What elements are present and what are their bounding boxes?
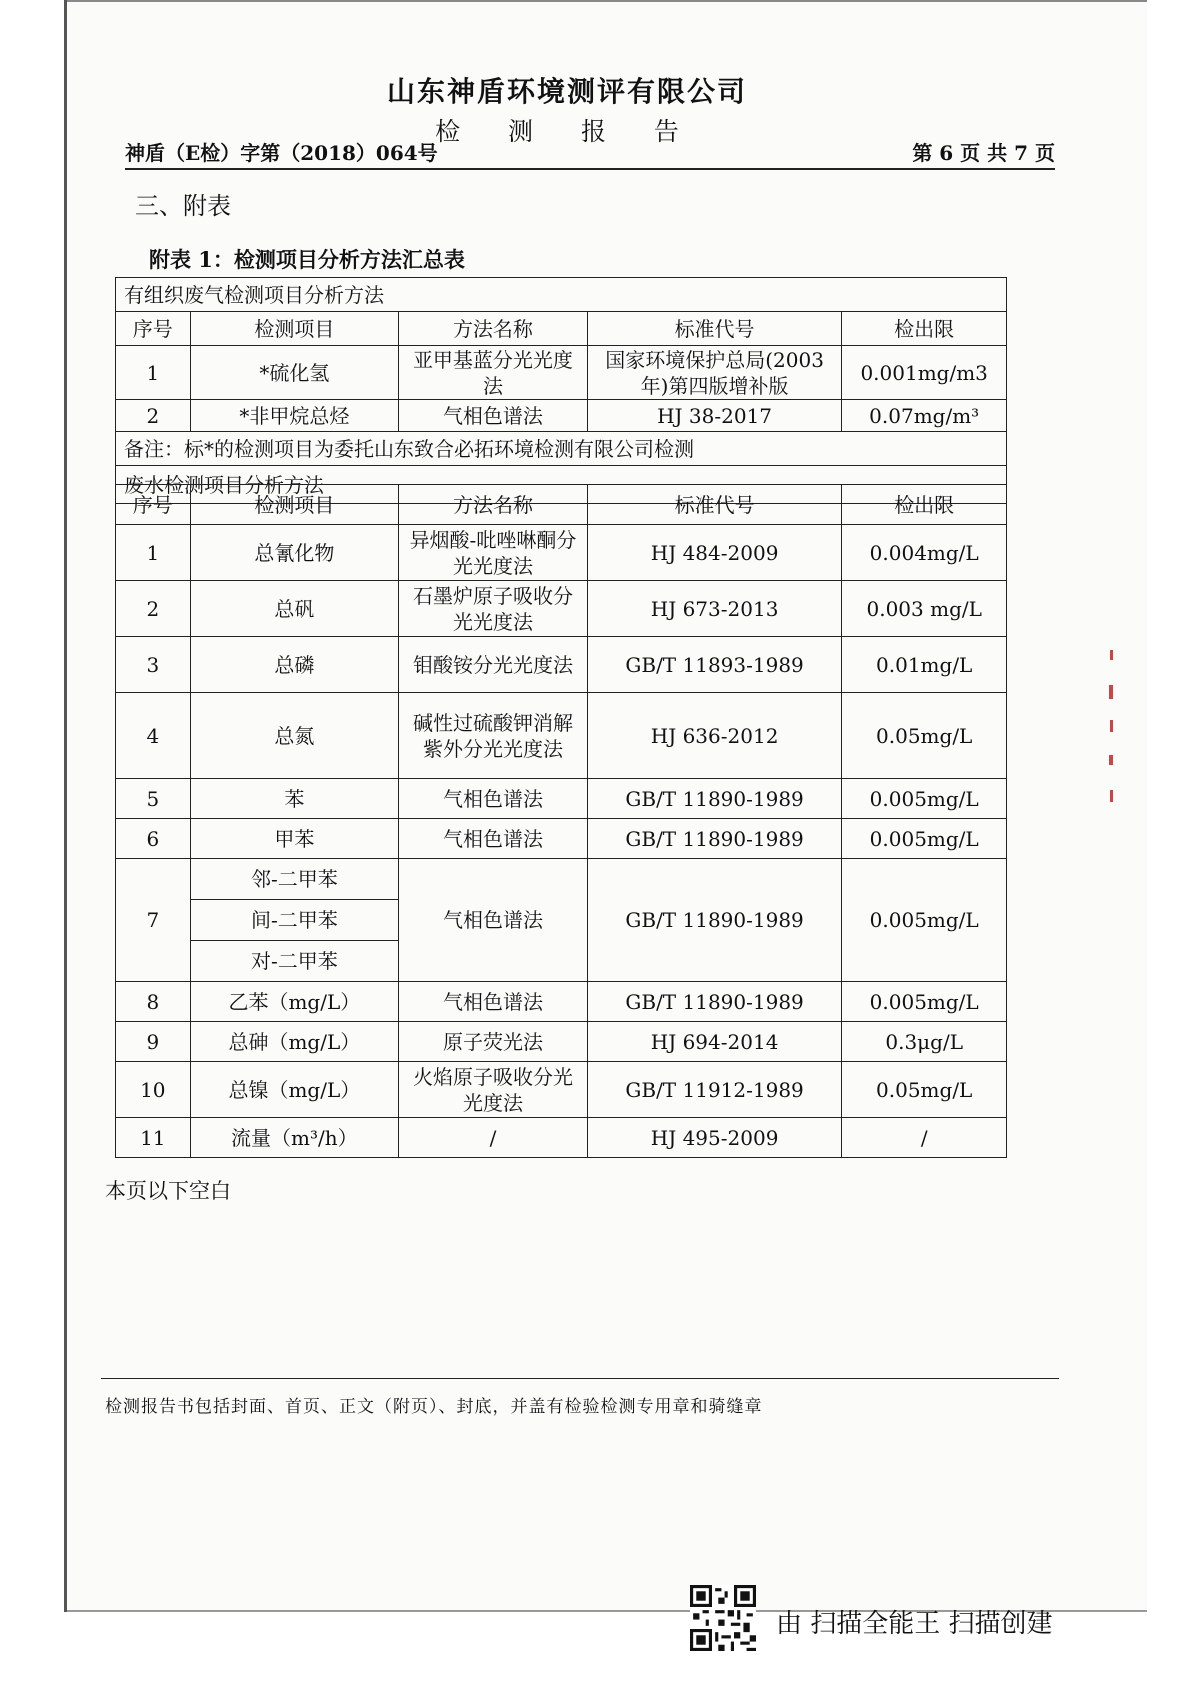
table-caption: 附表 1：检测项目分析方法汇总表 [149,247,465,272]
cell-limit: 0.3μg/L [842,1022,1007,1062]
cell-limit: 0.005mg/L [842,819,1007,859]
qr-code-icon [690,1585,756,1651]
column-header: 序号 [116,312,191,346]
column-header: 方法名称 [399,485,588,525]
table-row [116,581,1007,637]
cell-method: 气相色谱法 [399,859,588,982]
cell-item: 总氰化物 [190,525,398,581]
cell-standard: GB/T 11890-1989 [587,982,842,1022]
table-row [116,637,1007,693]
table-row [116,1022,1007,1062]
table-row [116,982,1007,1022]
cell-limit: 0.05mg/L [842,693,1007,779]
exhaust-gas-methods-table [115,277,1007,504]
cell-method: 碱性过硫酸钾消解紫外分光光度法 [399,693,588,779]
cell-limit: 0.001mg/m3 [842,346,1007,400]
cell-standard: HJ 694-2014 [587,1022,842,1062]
cell-standard: GB/T 11890-1989 [587,859,842,982]
column-header: 序号 [116,485,191,525]
cell-limit: 0.003 mg/L [842,581,1007,637]
cell-limit: 0.05mg/L [842,1062,1007,1118]
cell-method: 气相色谱法 [399,982,588,1022]
table-row [116,819,1007,859]
cell-standard: HJ 636-2012 [587,693,842,779]
table-row [116,693,1007,779]
column-header: 检测项目 [190,312,398,346]
report-page [64,0,1147,1612]
cell-item: *非甲烷总烃 [190,400,398,432]
cell-item-group [190,859,398,982]
cell-item: 总砷（mg/L） [190,1022,398,1062]
report-number: 神盾（E检）字第（2018）064号 [125,141,438,165]
table-row [116,1062,1007,1118]
column-header: 检出限 [842,485,1007,525]
page-top-edge [67,0,1147,2]
report-title: 检 测 报 告 [435,117,699,146]
company-name: 山东神盾环境测评有限公司 [386,75,747,108]
cell-item: 流量（m³/h） [190,1118,398,1158]
cell-no: 11 [116,1118,191,1158]
cell-standard: HJ 495-2009 [587,1118,842,1158]
column-header: 方法名称 [399,312,588,346]
column-header: 检出限 [842,312,1007,346]
cell-item: 邻-二甲苯 [191,859,398,900]
cell-no: 6 [116,819,191,859]
footer-divider [101,1378,1059,1379]
cell-no: 8 [116,982,191,1022]
cell-item: 间-二甲苯 [191,900,398,941]
cell-no: 9 [116,1022,191,1062]
cell-no: 7 [116,859,191,982]
cell-standard: GB/T 11890-1989 [587,779,842,819]
table-row [116,779,1007,819]
table-note: 备注：标*的检测项目为委托山东致合必拓环境检测有限公司检测 [116,432,1007,466]
table-heading: 废水检测项目分析方法 [116,466,1007,504]
cell-limit: 0.005mg/L [842,859,1007,982]
cell-item: *硫化氢 [190,346,398,400]
cell-standard: HJ 484-2009 [587,525,842,581]
cell-limit: 0.005mg/L [842,779,1007,819]
seal-edge-mark [1107,640,1117,810]
cell-limit: 0.005mg/L [842,982,1007,1022]
cell-standard: GB/T 11890-1989 [587,819,842,859]
footer-note: 检测报告书包括封面、首页、正文（附页）、封底，并盖有检验检测专用章和骑缝章 [105,1397,763,1417]
cell-standard: 国家环境保护总局(2003年)第四版增补版 [587,346,842,400]
cell-limit: 0.004mg/L [842,525,1007,581]
cell-no: 5 [116,779,191,819]
cell-method: 火焰原子吸收分光光度法 [399,1062,588,1118]
cell-method: 钼酸铵分光光度法 [399,637,588,693]
table-heading: 有组织废气检测项目分析方法 [116,278,1007,312]
wastewater-methods-table [115,484,1007,1158]
column-header: 标准代号 [587,485,842,525]
cell-no: 2 [116,400,191,432]
cell-limit: 0.07mg/m³ [842,400,1007,432]
cell-no: 1 [116,346,191,400]
cell-method: 异烟酸-吡唑啉酮分光光度法 [399,525,588,581]
cell-method: 亚甲基蓝分光光度法 [399,346,588,400]
table-row [116,859,1007,982]
cell-method: 石墨炉原子吸收分光光度法 [399,581,588,637]
cell-item: 总氮 [190,693,398,779]
blank-below-note: 本页以下空白 [105,1179,231,1203]
cell-item: 总磷 [190,637,398,693]
section-title: 三、附表 [135,192,231,220]
cell-no: 2 [116,581,191,637]
cell-item: 甲苯 [190,819,398,859]
cell-limit: / [842,1118,1007,1158]
cell-limit: 0.01mg/L [842,637,1007,693]
cell-method: 气相色谱法 [399,779,588,819]
table-row [116,1118,1007,1158]
cell-item: 总矾 [190,581,398,637]
table-row [116,525,1007,581]
column-header: 标准代号 [587,312,842,346]
page-info: 第 6 页 共 7 页 [912,141,1055,165]
cell-method: / [399,1118,588,1158]
cell-standard: HJ 673-2013 [587,581,842,637]
cell-method: 气相色谱法 [399,400,588,432]
cell-item: 总镍（mg/L） [190,1062,398,1118]
cell-no: 3 [116,637,191,693]
column-header: 检测项目 [190,485,398,525]
cell-item: 苯 [190,779,398,819]
cell-standard: HJ 38-2017 [587,400,842,432]
cell-no: 10 [116,1062,191,1118]
cell-standard: GB/T 11912-1989 [587,1062,842,1118]
table-row [116,346,1007,400]
report-meta-line [125,142,1055,170]
cell-method: 原子荧光法 [399,1022,588,1062]
cell-item: 对-二甲苯 [250,949,338,973]
table-row [116,400,1007,432]
cell-standard: GB/T 11893-1989 [587,637,842,693]
cell-no: 1 [116,525,191,581]
cell-item: 乙苯（mg/L） [190,982,398,1022]
cell-no: 4 [116,693,191,779]
scanner-watermark: 由 扫描全能王 扫描创建 [776,1609,1053,1639]
cell-method: 气相色谱法 [399,819,588,859]
